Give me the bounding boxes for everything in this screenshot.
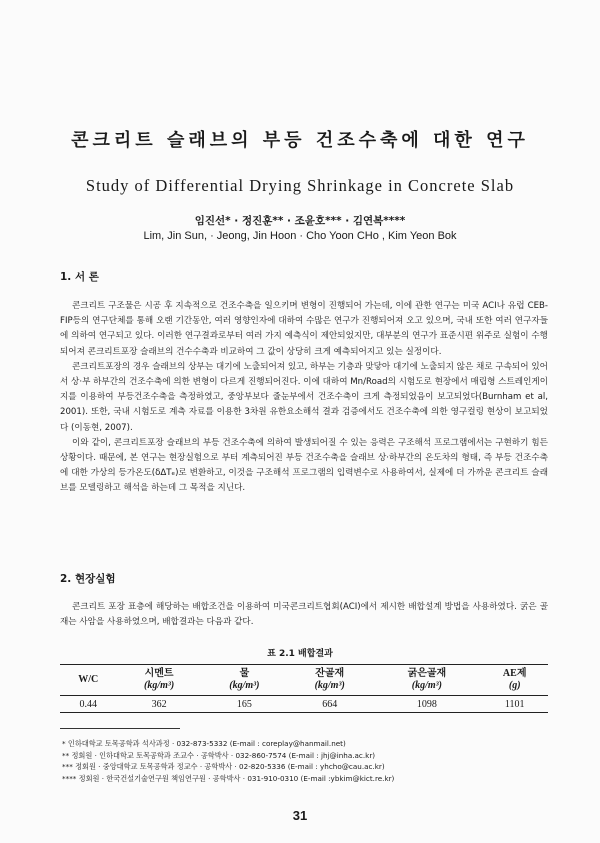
footnote: **** 정회원 · 한국건설기술연구원 책임연구원 · 공학박사 · 031-910-0310 (E-mail :ybkim@kict.re.kr) (62, 773, 395, 783)
table-cell: 0.44 (79, 698, 97, 710)
section-body-introduction (60, 299, 548, 497)
header-coarse-aggregate: 굵은골재 (kg/m³) (407, 668, 447, 691)
table-cell: 1098 (416, 698, 437, 710)
table-cell: 362 (151, 698, 167, 710)
table-cell: 664 (322, 698, 338, 710)
footnote: * 인하대학교 토목공학과 석사과정 · 032-873-5332 (E-mail : coreplay@hanmail.net) (62, 739, 346, 748)
paragraph: 콘크리트포장의 경우 슬래브의 상부는 대기에 노출되어져 있고, 하부는 기층과 맞닿아 대기에 노출되지 않은 채로 구속되어 있어서 상·부 하부간의 건조수축에 의한 변형이 다르게 진행되어진다. 이에 대하여 Mn/Road의 시험도로 현장에서 매립형 스트레인게이지를 이용하여 부등건조수축을 측정하였고, 중앙부보다 줄눈부에서 건조수축이 크게 측정되었음이 보고되었다(Burnham et al, 2001). 또한, 국내 시험도로 계측 자료를 이용한 3차원 유한요소해석 결과 검증에서도 건조수축에 의한 영구컬링 현상이 보고되었다 (이동현, 2007). (60, 361, 548, 433)
mix-result-table (60, 664, 548, 713)
authors-english: Lim, Jin Sun, · Jeong, Jin Hoon · Cho Yoon CHo , Kim Yeon Bok (143, 230, 457, 242)
table-header-row (60, 665, 548, 696)
section-heading-field-test: 2. 현장실험 (60, 573, 116, 585)
authors-korean: 임진선* · 정진훈** · 조윤호*** · 김연복**** (194, 215, 406, 227)
footnotes (62, 738, 394, 784)
section-body-field-test (60, 600, 548, 630)
header-fine-aggregate: 잔골재 (kg/m³) (314, 668, 345, 691)
page-number: 31 (292, 808, 308, 823)
header-ae-agent: AE제 (g) (502, 668, 527, 691)
paragraph: 이와 같이, 콘크리트포장 슬래브의 부등 건조수축에 의하여 발생되어질 수 있는 응력은 구조해석 프로그램에서는 구현하기 힘든 상황이다. 때문에, 본 연구는 현장실험으로 부터 계측되어진 부등 건조수축을 슬래브 상·하부간의 온도차의 형태, 즉 부등 건조수축에 대한 가상의 등가온도(δΔTₑ)로 변환하고, 이것을 구조해석 프로그램의 입력변수로 사용하여서, 실제에 더 가까운 콘크리트 슬래브를 모델링하고 해석을 하는데 그 목적을 지닌다. (60, 437, 548, 494)
paragraph: 콘크리트 구조물은 시공 후 지속적으로 건조수축을 일으키며 변형이 진행되어 가는데, 이에 관한 연구는 미국 ACI나 유럽 CEB-FIP등의 연구단체를 통해 오랜 기간동안, 여러 영향인자에 대하여 수많은 연구가 진행되어져 오고 있으며, 국내 또한 여러 연구자들에 의하여 연구되고 있다. 이러한 연구결과로부터 여러 가지 예측식이 제안되었지만, 대부분의 연구가 표준시편 위주로 실험이 수행되어져 콘크리트포장 슬래브의 건수수축과 비교하여 그 값이 상당히 크게 예측되어지고 있는 실정이다. (60, 301, 548, 357)
header-water: 물 (kg/m³) (229, 668, 260, 691)
table-caption: 표 2.1 배합결과 (267, 649, 333, 659)
table-row (60, 696, 548, 713)
paper-title-korean: 콘크리트 슬래브의 부등 건조수축에 대한 연구 (71, 130, 529, 151)
header-wc: W/C (78, 674, 99, 685)
table-cell: 165 (236, 698, 252, 710)
table-cell: 1101 (504, 698, 525, 710)
footnote-divider (60, 728, 180, 729)
paper-title-english: Study of Differential Drying Shrinkage in Concrete Slab (85, 176, 515, 195)
section-heading-introduction: 1. 서 론 (60, 271, 99, 283)
footnote: *** 정회원 · 중앙대학교 토목공학과 정교수 · 공학박사 · 02-820-5336 (E-mail : yhcho@cau.ac.kr) (62, 762, 385, 771)
footnote: ** 정회원 · 인하대학교 토목공학과 조교수 · 공학박사 · 032-860-7574 (E-mail : jhj@inha.ac.kr) (62, 750, 376, 760)
header-cement: 시멘트 (kg/m³) (143, 668, 175, 691)
paragraph: 콘크리트 포장 표층에 해당하는 배합조건을 이용하여 미국콘크리트협회(ACI)에서 제시한 배합설계 방법을 사용하였다. 굵은 골재는 사암을 사용하였으며, 배합결과는 다음과 같다. (60, 602, 548, 628)
